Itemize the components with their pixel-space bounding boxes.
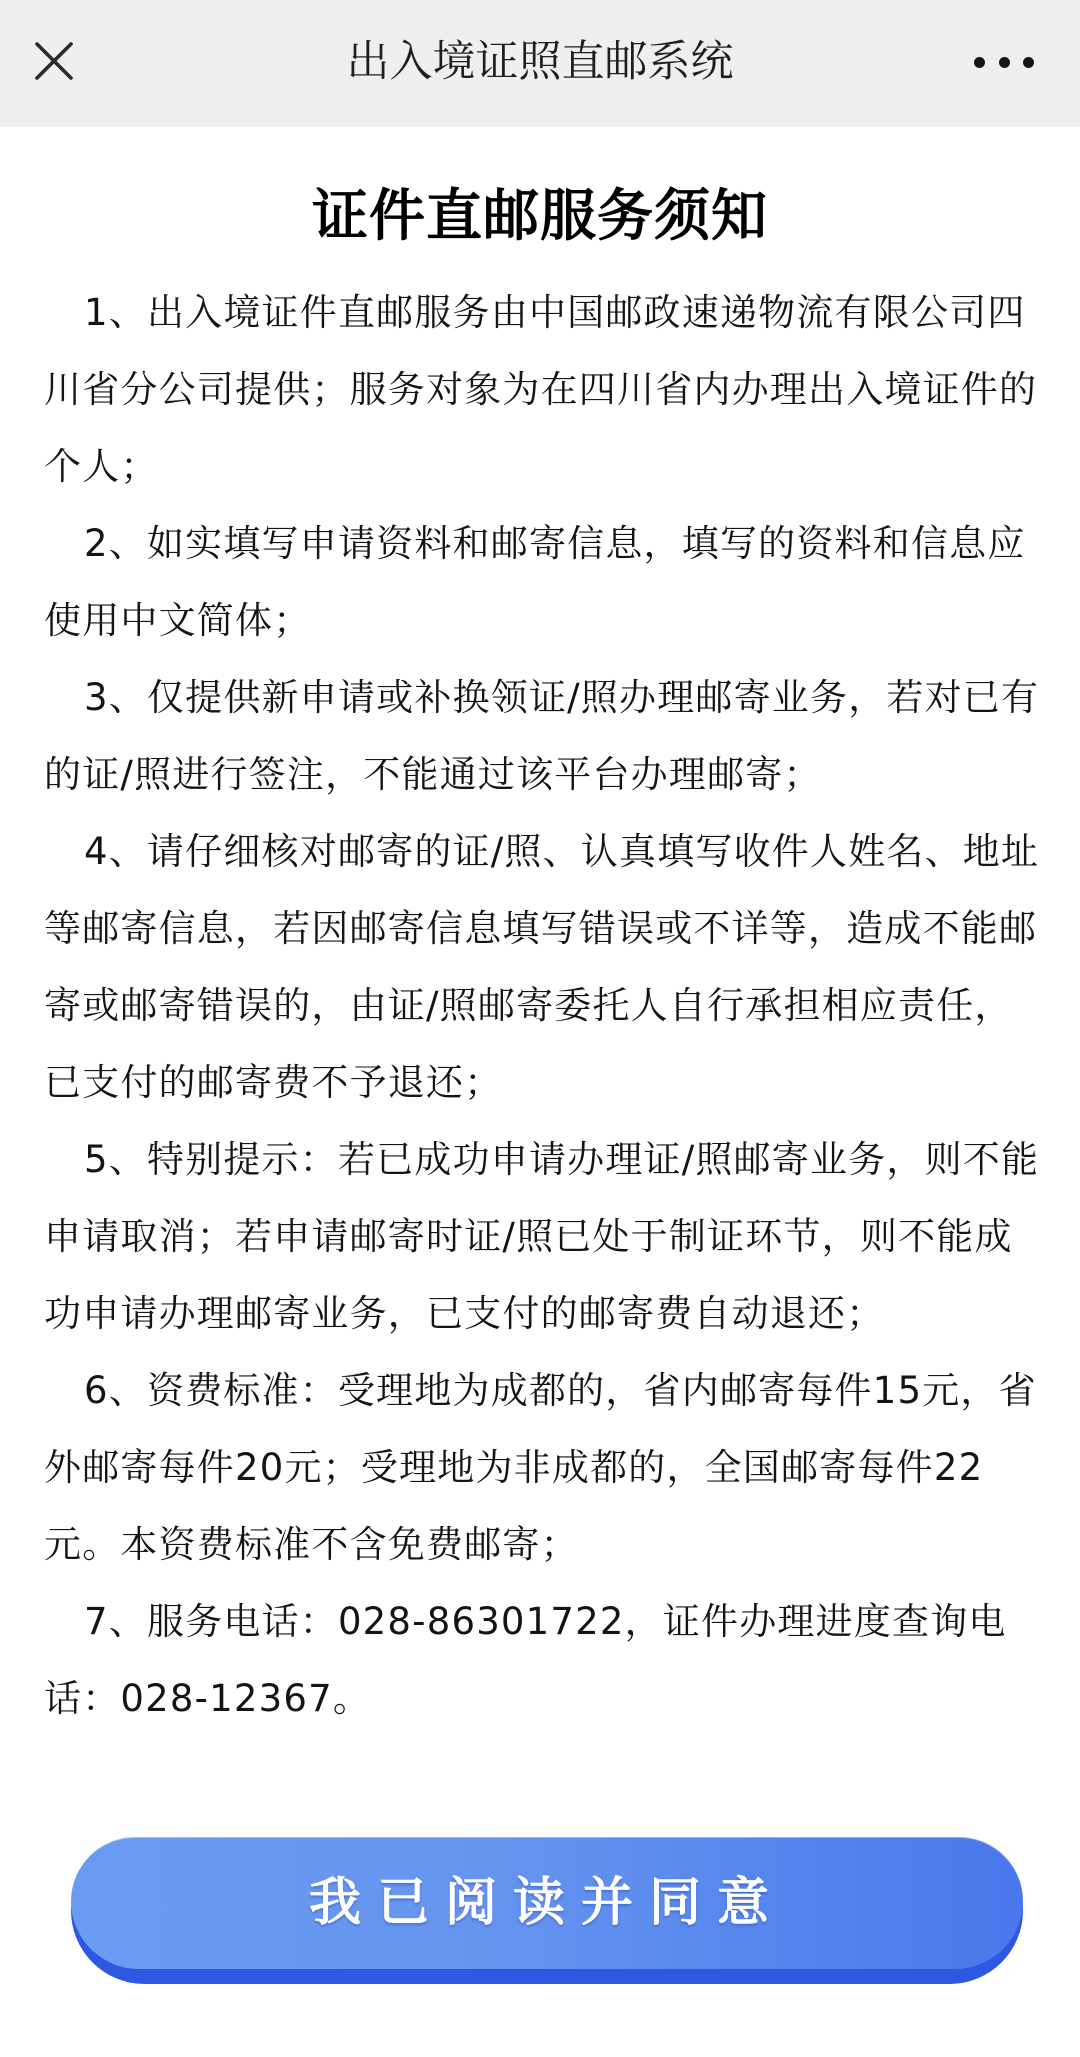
notice-content [44,274,1040,1737]
notice-item-3: 3、仅提供新申请或补换领证/照办理邮寄业务，若对已有的证/照进行签注，不能通过该平台办理邮寄； [44,676,1040,796]
more-horizontal-icon [999,57,1010,68]
more-horizontal-icon [974,57,985,68]
notice-item-4: 4、请仔细核对邮寄的证/照、认真填写收件人姓名、地址等邮寄信息，若因邮寄信息填写错误或不详等，造成不能邮寄或邮寄错误的，由证/照邮寄委托人自行承担相应责任，已支付的邮寄费不予退还； [44,830,1040,1104]
notice-item-7: 7、服务电话：028-86301722，证件办理进度查询电话：028-12367。 [44,1600,1007,1720]
agree-button-label: 我已阅读并同意 [308,1874,785,1932]
notice-item-5: 5、特别提示：若已成功申请办理证/照邮寄业务，则不能申请取消；若申请邮寄时证/照已处于制证环节，则不能成功申请办理邮寄业务，已支付的邮寄费自动退还； [44,1138,1040,1335]
notice-item-6: 6、资费标准：受理地为成都的，省内邮寄每件15元，省外邮寄每件20元；受理地为非成都的，全国邮寄每件22元。本资费标准不含免费邮寄； [44,1369,1037,1566]
notice-item-1: 1、出入境证件直邮服务由中国邮政速递物流有限公司四川省分公司提供；服务对象为在四川省内办理出入境证件的个人； [44,291,1038,488]
top-navigation-bar [0,0,1080,127]
agree-button[interactable] [71,1837,1023,1984]
more-options-button[interactable] [966,44,1042,80]
notice-heading: 证件直邮服务须知 [312,184,768,249]
more-horizontal-icon [1023,57,1034,68]
page-title: 出入境证照直邮系统 [346,37,734,87]
notice-item-2: 2、如实填写申请资料和邮寄信息，填写的资料和信息应使用中文简体； [44,522,1026,642]
